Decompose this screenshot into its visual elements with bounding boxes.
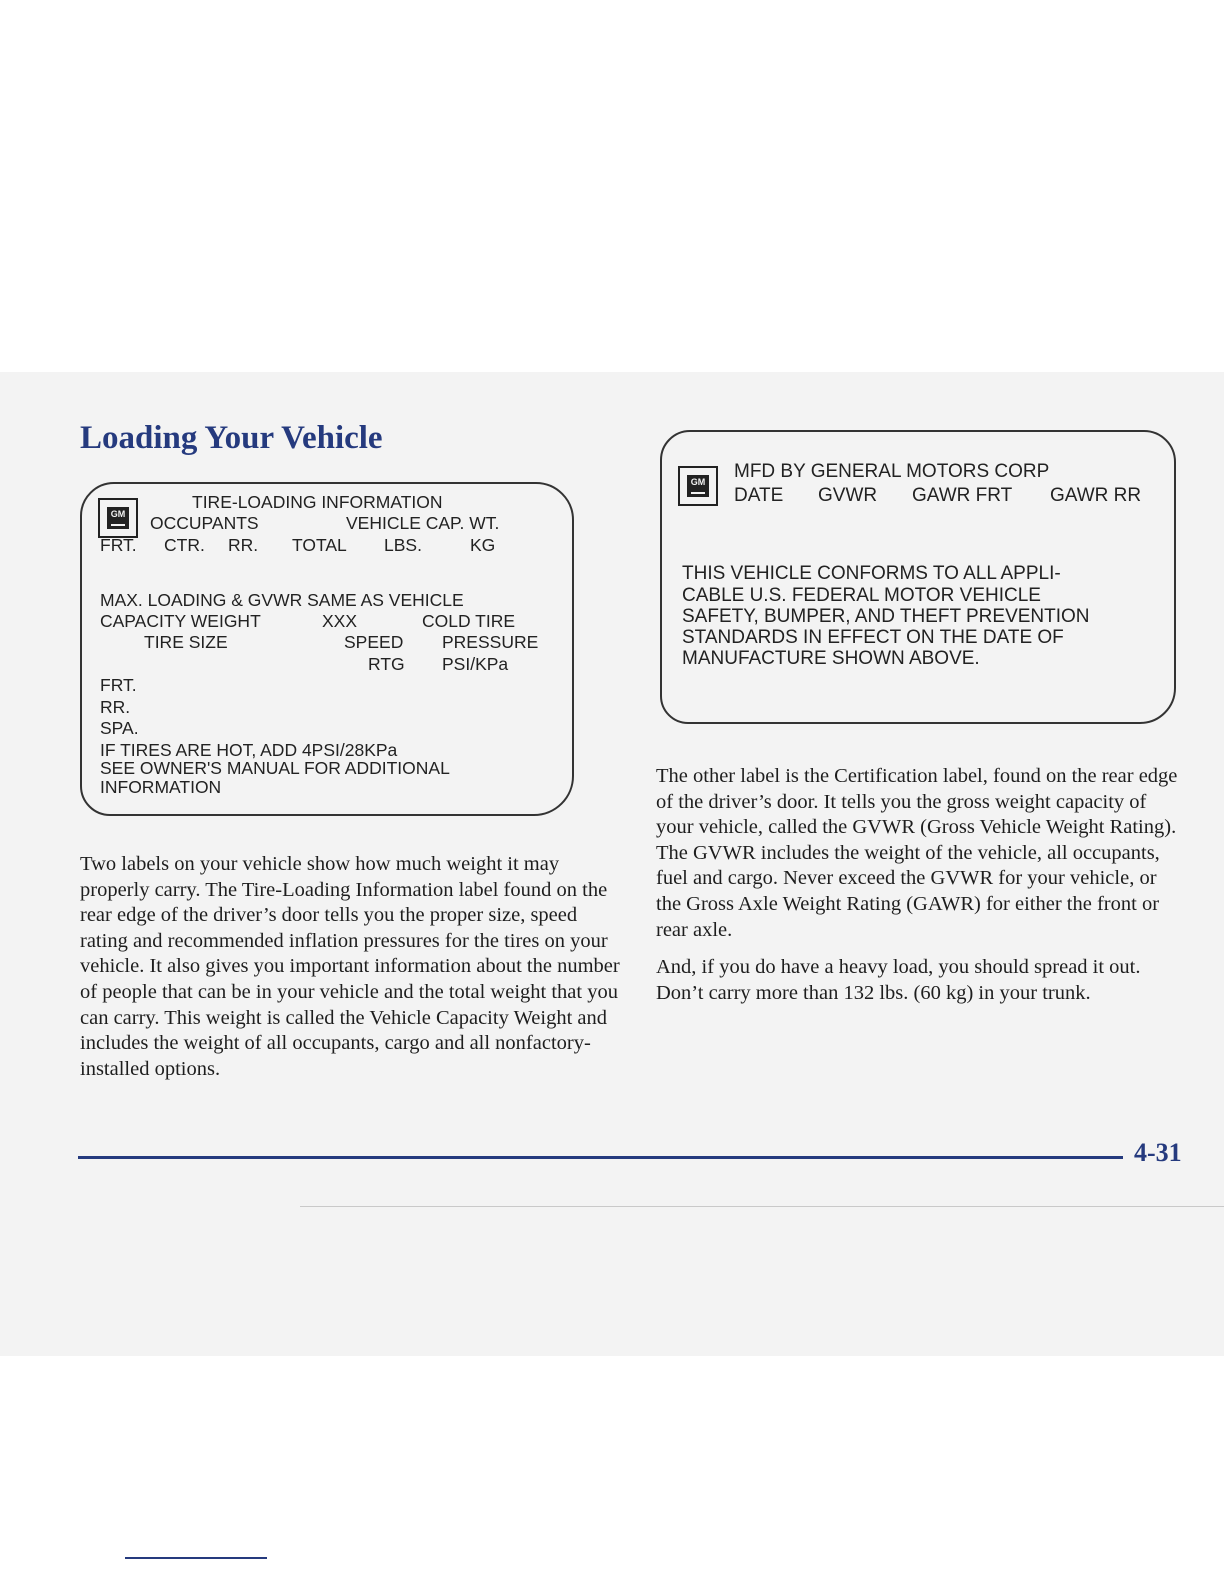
gm-logo-icon: GM [98, 498, 138, 538]
label-line: MFD BY GENERAL MOTORS CORP [734, 461, 1050, 482]
paragraph: The other label is the Certification label, found on the rear edge of the driver’s door. It tells you the gross weight capacity of your vehicle, called the GVWR (Gross Vehicle Weight Rating). The GVWR includes the weight of the vehicle, all occupants, fuel and cargo. Never exceed the GVWR for your vehicle, or the Gross Axle Weight Rating (GAWR) for either the front or rear axle. [656, 765, 1178, 941]
label-line: SAFETY, BUMPER, AND THEFT PREVENTION [682, 606, 1090, 627]
footer-rule [78, 1156, 1123, 1159]
certification-label [660, 430, 1176, 724]
label-line: TOTAL [292, 535, 347, 555]
label-line: SPA. [100, 718, 139, 738]
label-line: SPEED [344, 632, 404, 652]
label-line: GVWR [818, 485, 878, 506]
label-line: STANDARDS IN EFFECT ON THE DATE OF [682, 627, 1064, 648]
label-line: KG [470, 535, 496, 555]
label-line: IF TIRES ARE HOT, ADD 4PSI/28KPa [100, 740, 398, 760]
left-column-text [80, 852, 620, 1082]
right-column-text [656, 764, 1186, 1006]
label-line: TIRE SIZE [144, 632, 228, 652]
label-line: VEHICLE CAP. WT. [346, 513, 500, 533]
label-line: CAPACITY WEIGHT [100, 611, 261, 631]
label-line: FRT. [100, 535, 137, 555]
label-line: LBS. [384, 535, 422, 555]
label-line: PRESSURE [442, 632, 539, 652]
gm-logo-icon: GM [678, 466, 718, 506]
label-line: DATE [734, 485, 784, 506]
label-line: XXX [322, 611, 358, 631]
label-line: THIS VEHICLE CONFORMS TO ALL APPLI- [682, 563, 1061, 584]
page-title: Loading Your Vehicle [80, 420, 383, 456]
paragraph: And, if you do have a heavy load, you should spread it out. Don’t carry more than 132 lbs. (60 kg) in your trunk. [656, 956, 1141, 1004]
tire-loading-label [80, 482, 574, 816]
label-line: CTR. [164, 535, 205, 555]
label-line: TIRE-LOADING INFORMATION [192, 492, 443, 512]
label-line: MAX. LOADING & GVWR SAME AS VEHICLE [100, 590, 464, 610]
label-line: PSI/KPa [442, 654, 509, 674]
paragraph: Two labels on your vehicle show how much weight it may properly carry. The Tire-Loading Information label found on the rear edge of the driver’s door tells you the proper size, speed rating and recommended inflation pressures for the tires on your vehicle. It also gives you important information about the number of people that can be in your vehicle and the total weight that you can carry. This weight is called the Vehicle Capacity Weight and includes the weight of all occupants, cargo and all nonfactory-installed options. [80, 853, 620, 1080]
label-line: RR. [228, 535, 259, 555]
label-line: SEE OWNER'S MANUAL FOR ADDITIONAL [100, 758, 450, 778]
label-line: MANUFACTURE SHOWN ABOVE. [682, 648, 980, 669]
label-line: GAWR FRT [912, 485, 1013, 506]
label-line: FRT. [100, 675, 137, 695]
bottom-divider [125, 1557, 267, 1559]
label-line: RR. [100, 697, 131, 717]
page-number: 4-31 [1134, 1138, 1182, 1167]
label-line: GAWR RR [1050, 485, 1142, 506]
label-line: OCCUPANTS [150, 513, 259, 533]
label-line: INFORMATION [100, 777, 222, 797]
label-line: CABLE U.S. FEDERAL MOTOR VEHICLE [682, 585, 1041, 606]
faint-divider [300, 1206, 1224, 1207]
label-line: COLD TIRE [422, 611, 516, 631]
label-line: RTG [368, 654, 405, 674]
